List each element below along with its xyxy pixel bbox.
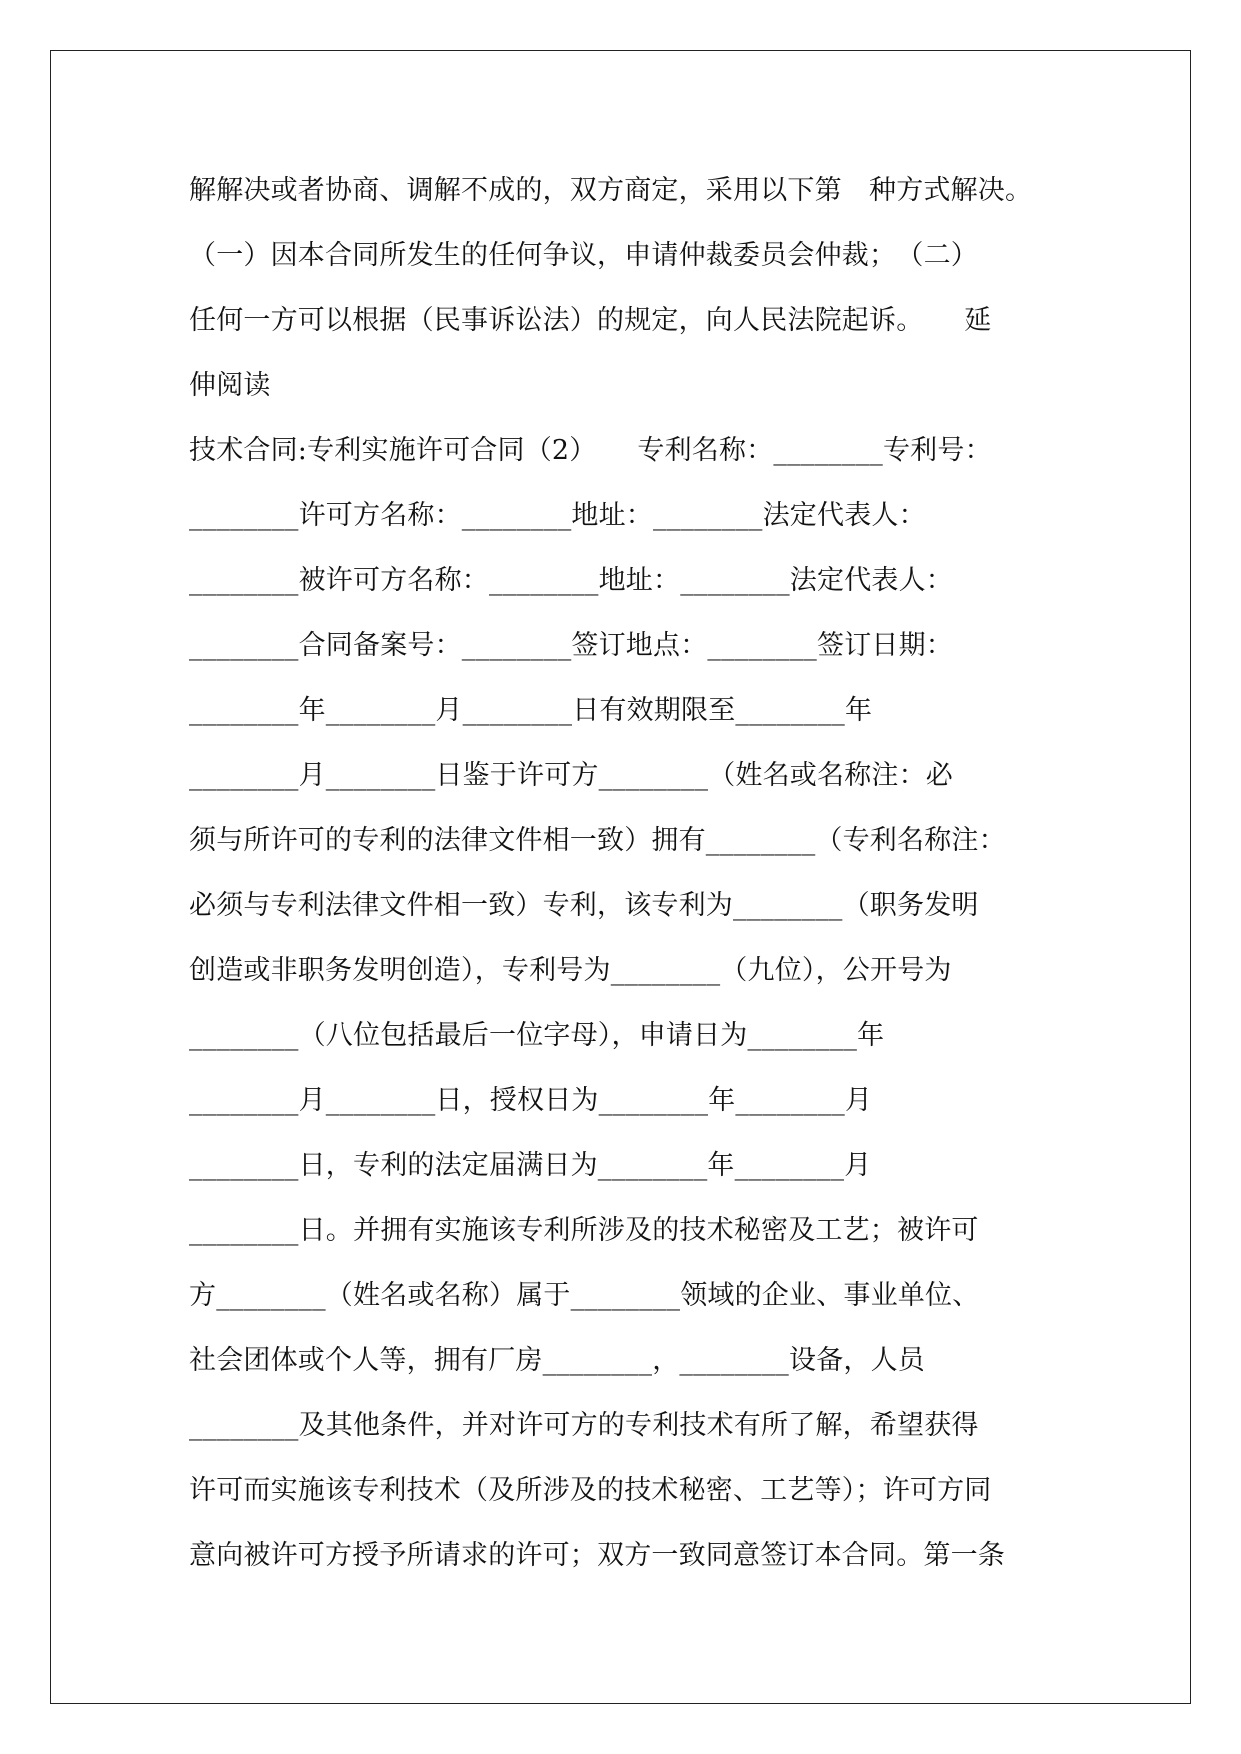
text-line: （一）因本合同所发生的任何争议，申请仲裁委员会仲裁； （二） bbox=[189, 240, 978, 271]
text-line: ________日，专利的法定届满日为________年________月 bbox=[189, 1150, 872, 1181]
text-line: 任何一方可以根据（民事诉讼法）的规定，向人民法院起诉。 延 bbox=[189, 305, 992, 336]
text-line: ________日。并拥有实施该专利所涉及的技术秘密及工艺；被许可 bbox=[189, 1215, 979, 1246]
text-line: 社会团体或个人等，拥有厂房________，________设备，人员 bbox=[189, 1345, 925, 1376]
text-line: ________（八位包括最后一位字母），申请日为________年 bbox=[189, 1020, 885, 1051]
text-line: ________许可方名称：________地址：________法定代表人： bbox=[189, 500, 926, 531]
document-body bbox=[189, 158, 1069, 1588]
text-line: 必须与专利法律文件相一致）专利，该专利为________（职务发明 bbox=[189, 890, 979, 921]
text-line: ________年________月________日有效期限至________年 bbox=[189, 695, 873, 726]
text-line: 伸阅读 bbox=[189, 370, 271, 401]
text-line: 须与所许可的专利的法律文件相一致）拥有________（专利名称注： bbox=[189, 825, 1006, 856]
text-line: ________及其他条件，并对许可方的专利技术有所了解，希望获得 bbox=[189, 1410, 979, 1441]
text-line: ________被许可方名称：________地址：________法定代表人： bbox=[189, 565, 953, 596]
text-line: 创造或非职务发明创造），专利号为________（九位），公开号为 bbox=[189, 955, 952, 986]
text-line: 许可而实施该专利技术（及所涉及的技术秘密、工艺等）；许可方同 bbox=[189, 1475, 992, 1506]
text-line: ________月________日鉴于许可方________（姓名或名称注：必 bbox=[189, 760, 953, 791]
text-line: ________合同备案号：________签订地点：________签订日期： bbox=[189, 630, 953, 661]
text-line: ________月________日，授权日为________年________月 bbox=[189, 1085, 873, 1116]
text-line: 意向被许可方授予所请求的许可；双方一致同意签订本合同。第一条 bbox=[189, 1540, 1005, 1571]
section-heading-line: 技术合同:专利实施许可合同（2） 专利名称：________专利号： bbox=[189, 435, 992, 466]
text-line: 解解决或者协商、调解不成的，双方商定，采用以下第 种方式解决。 bbox=[189, 175, 1033, 206]
text-line: 方________（姓名或名称）属于________领域的企业、事业单位、 bbox=[189, 1280, 980, 1311]
